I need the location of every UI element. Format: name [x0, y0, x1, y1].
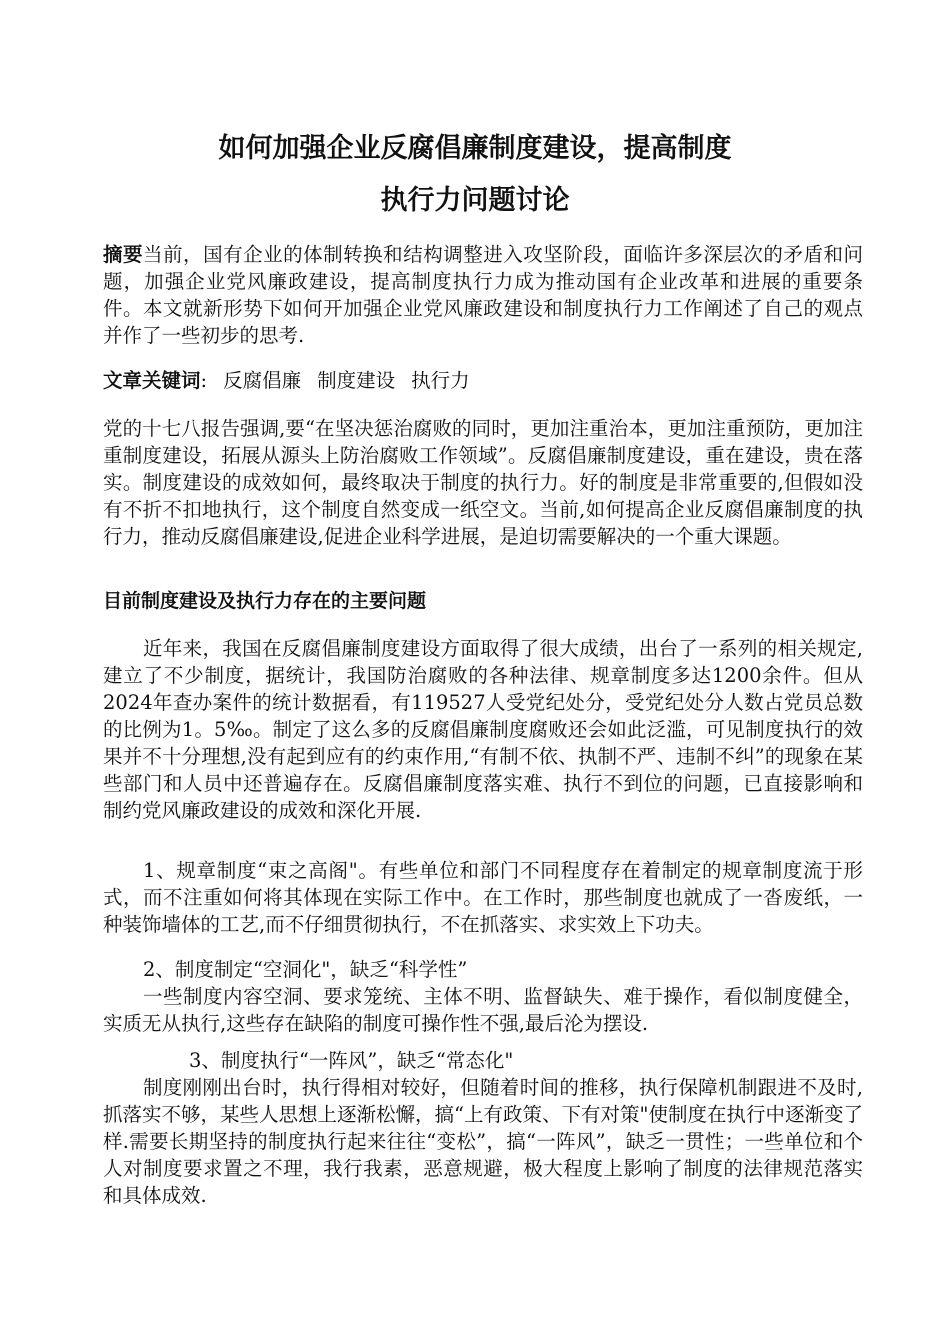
- body-paragraph-3: 一些制度内容空洞、要求笼统、主体不明、监督缺失、难于操作，看似制度健全，实质无从执行,这些存在缺陷的制度可操作性不强,最后沦为摆设.: [103, 985, 863, 1035]
- item3-heading: 3、制度执行“一阵风”，缺乏“常态化": [189, 1049, 514, 1072]
- keyword-3: 执行力: [411, 369, 470, 392]
- body-paragraph-2: 1、规章制度“束之高阁"。有些单位和部门不同程度存在着制定的规章制度流于形式，而不注重如何将其体现在实际工作中。在工作时，那些制度也就成了一沓废纸，一种装饰墙体的工艺,而不仔细贯彻执行，不在抓落实、求实效上下功夫。: [103, 859, 863, 936]
- abstract-paragraph: [103, 241, 863, 349]
- abstract-text: 当前，国有企业的体制转换和结构调整进入攻坚阶段，面临许多深层次的矛盾和问题，加强企业党风廉政建设，提高制度执行力成为推动国有企业改革和进展的重要条件。本文就新形势下如何开加强企业党风廉政建设和制度执行力工作阐述了自己的观点并作了一些初步的思考.: [103, 243, 863, 347]
- item2-heading: 2、制度制定“空洞化"，缺乏“科学性”: [143, 958, 468, 981]
- keywords-line: [103, 367, 863, 394]
- keyword-2: 制度建设: [317, 369, 396, 392]
- section-heading: 目前制度建设及执行力存在的主要问题: [103, 590, 427, 612]
- body-paragraph-4: 制度刚刚出台时，执行得相对较好，但随着时间的推移，执行保障机制跟进不及时,抓落实不够，某些人思想上逐渐松懈，搞“上有政策、下有对策"使制度在执行中逐渐变了样.需要长期坚持的制度执行起来往往“变松”，搞“一阵风”，缺乏一贯性；一些单位和个人对制度要求置之不理，我行我素，恶意规避，极大程度上影响了制度的法律规范落实和具体成效.: [103, 1076, 863, 1207]
- document-title-line2: 执行力问题讨论: [380, 185, 570, 216]
- abstract-label: 摘要: [103, 243, 144, 266]
- keywords-separator: :: [200, 369, 208, 392]
- keywords-label: 文章关键词: [103, 369, 201, 392]
- body-paragraph-1: 近年来，我国在反腐倡廉制度建设方面取得了很大成绩，出台了一系列的相关规定,建立了不少制度，据统计，我国防治腐败的各种法律、规章制度多达1200余件。但从2024年查办案件的统计数据看，有119527人受党纪处分，受党纪处分人数占党员总数的比例为1。5‰。制定了这么多的反腐倡廉制度腐败还会如此泛滥，可见制度执行的效果并不十分理想,没有起到应有的约束作用,“有制不依、执制不严、违制不纠”的现象在某些部门和人员中还普遍存在。反腐倡廉制度落实难、执行不到位的问题，已直接影响和制约党风廉政建设的成效和深化开展.: [103, 637, 863, 822]
- intro-paragraph: 党的十七八报告强调,要“在坚决惩治腐败的同时，更加注重治本，更加注重预防，更加注重制度建设，拓展从源头上防治腐败工作领域”。反腐倡廉制度建设，重在建设，贵在落实。制度建设的成效如何，最终取决于制度的执行力。好的制度是非常重要的,但假如没有不折不扣地执行，这个制度自然变成一纸空文。当前,如何提高企业反腐倡廉制度的执行力，推动反腐倡廉建设,促进企业科学进展，是迫切需要解决的一个重大课题。: [103, 417, 863, 548]
- keyword-1: 反腐倡廉: [223, 369, 302, 392]
- document-title-line1: 如何加强企业反腐倡廉制度建设，提高制度: [218, 133, 732, 164]
